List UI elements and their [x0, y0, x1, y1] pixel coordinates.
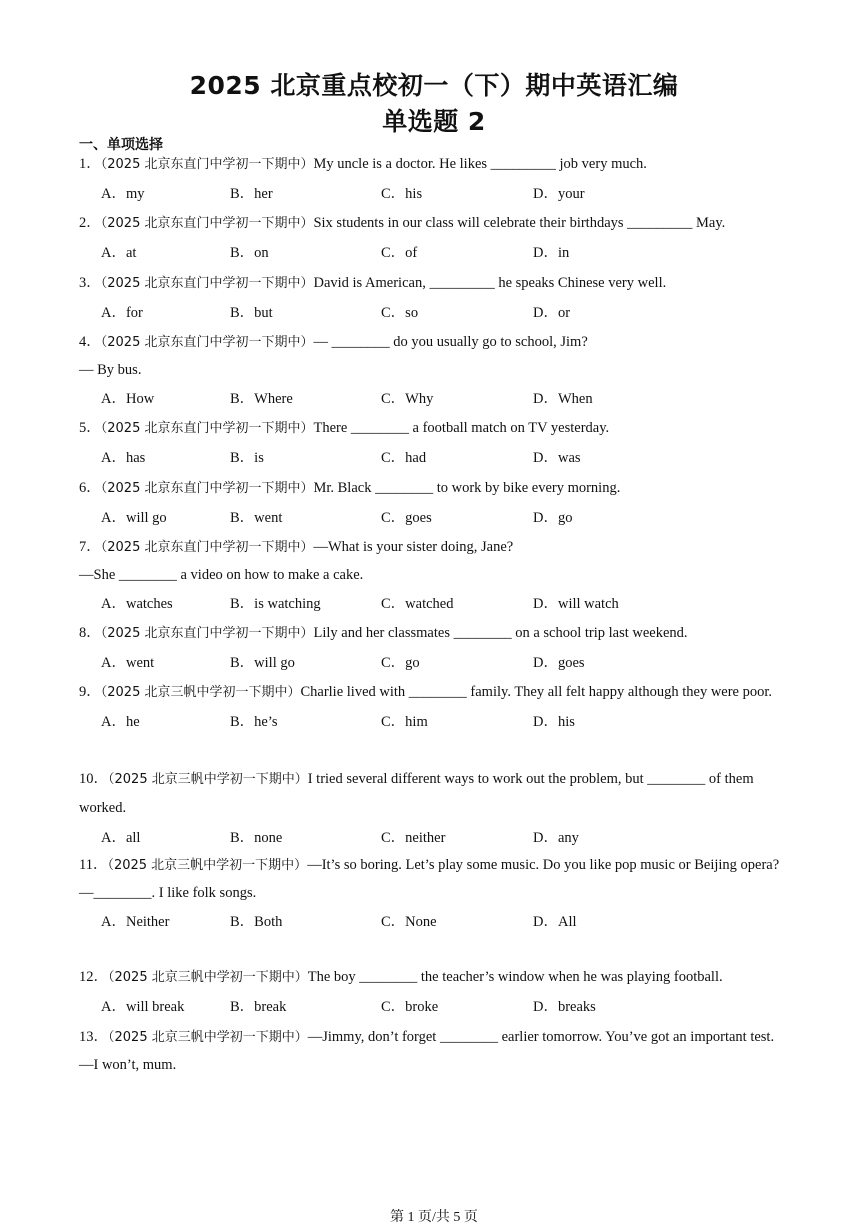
option-b: B．he’s [230, 714, 278, 730]
question-number: 5． [79, 420, 101, 436]
question-11 [79, 851, 793, 937]
answer-options [79, 238, 793, 268]
question-source: （2025 北京三帆中学初一下期中） [108, 970, 308, 985]
question-source: （2025 北京东直门中学初一下期中） [100, 157, 314, 172]
question-stem [79, 1023, 793, 1052]
question-10 [79, 765, 793, 853]
question-text: There ________ a football match on TV yesterday. [313, 420, 610, 436]
answer-options [79, 648, 793, 678]
option-c: C．him [381, 714, 428, 730]
question-8 [79, 619, 793, 678]
option-c: C．so [381, 305, 419, 321]
answer-options [79, 992, 793, 1022]
answer-options [79, 907, 793, 937]
question-source: （2025 北京三帆中学初一下期中） [100, 685, 301, 700]
question-7 [79, 533, 793, 619]
option-c: C．go [381, 655, 420, 671]
option-d: D．any [533, 830, 579, 846]
question-stem [79, 269, 793, 298]
option-d: D．was [533, 450, 581, 466]
question-stem [79, 533, 793, 562]
option-b: B．break [230, 999, 287, 1015]
option-d: D．All [533, 914, 577, 930]
page-title: 2025 北京重点校初一（下）期中英语汇编 [189, 71, 679, 100]
question-text: My uncle is a doctor. He likes _________ job very much. [313, 156, 647, 172]
option-c: C．broke [381, 999, 439, 1015]
question-text: David is American, _________ he speaks Chinese very well. [313, 275, 667, 291]
option-b: B．will go [230, 655, 295, 671]
question-text: —It’s so boring. Let’s play some music. Do you like pop music or Beijing opera? [307, 857, 780, 873]
question-number: 8． [79, 625, 101, 641]
question-source: （2025 北京东直门中学初一下期中） [100, 481, 314, 496]
option-b: B．Where [230, 391, 293, 407]
question-source: （2025 北京三帆中学初一下期中） [108, 1030, 308, 1045]
dialog-line: —________. I like folk songs. [79, 885, 257, 901]
dialog-line: —She ________ a video on how to make a cake. [79, 567, 364, 583]
question-number: 12． [79, 969, 108, 985]
question-source: （2025 北京三帆中学初一下期中） [108, 772, 308, 787]
question-text: — ________ do you usually go to school, Jim? [313, 334, 588, 350]
dialog-line: —I won’t, mum. [79, 1057, 177, 1073]
question-stem [79, 414, 793, 443]
option-a: A．will go [101, 510, 167, 526]
section-heading: 一、单项选择 [79, 137, 163, 153]
question-stem [79, 150, 793, 179]
question-text: I tried several different ways to work out the problem, but ________ of them worked. [79, 771, 754, 816]
question-number: 10． [79, 771, 108, 787]
question-number: 4． [79, 334, 101, 350]
question-text: Charlie lived with ________ family. They all felt happy although they were poor. [300, 684, 773, 700]
option-a: A．for [101, 305, 143, 321]
option-a: A．Neither [101, 914, 170, 930]
question-stem [79, 678, 793, 707]
question-4 [79, 328, 793, 414]
option-b: B．but [230, 305, 273, 321]
option-a: A．my [101, 186, 145, 202]
question-stem [79, 765, 793, 823]
option-d: D．in [533, 245, 570, 261]
option-b: B．is watching [230, 596, 321, 612]
question-source: （2025 北京东直门中学初一下期中） [100, 626, 314, 641]
answer-options [79, 443, 793, 473]
option-b: B．Both [230, 914, 283, 930]
answer-options [79, 179, 793, 209]
answer-options [79, 298, 793, 328]
option-a: A．went [101, 655, 155, 671]
page-footer: 第 1 页/共 5 页 [390, 1210, 478, 1225]
answer-options [79, 503, 793, 533]
option-d: D．breaks [533, 999, 596, 1015]
option-a: A．all [101, 830, 141, 846]
question-13 [79, 1023, 793, 1079]
option-a: A．will break [101, 999, 185, 1015]
question-number: 11． [79, 857, 108, 873]
option-c: C．None [381, 914, 437, 930]
option-c: C．of [381, 245, 418, 261]
option-d: D．goes [533, 655, 585, 671]
question-stem [79, 963, 793, 992]
question-source: （2025 北京三帆中学初一下期中） [107, 858, 308, 873]
question-source: （2025 北京东直门中学初一下期中） [100, 216, 314, 231]
answer-options [79, 589, 793, 619]
question-stem [79, 474, 793, 503]
question-text: Lily and her classmates ________ on a school trip last weekend. [313, 625, 688, 641]
question-stem [79, 619, 793, 648]
option-d: D．will watch [533, 596, 619, 612]
option-c: C．watched [381, 596, 454, 612]
question-number: 2． [79, 215, 101, 231]
option-d: D．go [533, 510, 573, 526]
option-b: B．went [230, 510, 283, 526]
option-d: D．When [533, 391, 593, 407]
question-stem [79, 328, 793, 357]
question-stem [79, 209, 793, 238]
option-a: A．watches [101, 596, 173, 612]
question-text: The boy ________ the teacher’s window when he was playing football. [307, 969, 723, 985]
option-b: B．none [230, 830, 283, 846]
page-subtitle: 单选题 2 [382, 107, 486, 136]
dialog-line: — By bus. [79, 362, 142, 378]
question-text: Mr. Black ________ to work by bike every morning. [313, 480, 621, 496]
option-b: B．is [230, 450, 264, 466]
option-d: D．or [533, 305, 571, 321]
question-source: （2025 北京东直门中学初一下期中） [100, 335, 314, 350]
question-2 [79, 209, 793, 268]
question-source: （2025 北京东直门中学初一下期中） [100, 421, 314, 436]
option-d: D．your [533, 186, 585, 202]
question-source: （2025 北京东直门中学初一下期中） [100, 540, 314, 555]
question-stem [79, 851, 793, 880]
option-b: B．on [230, 245, 269, 261]
question-source: （2025 北京东直门中学初一下期中） [100, 276, 314, 291]
option-c: C．his [381, 186, 423, 202]
question-5 [79, 414, 793, 473]
question-1 [79, 150, 793, 209]
option-c: C．neither [381, 830, 446, 846]
answer-options [79, 384, 793, 414]
option-a: A．has [101, 450, 146, 466]
option-c: C．Why [381, 391, 434, 407]
option-a: A．How [101, 391, 155, 407]
question-3 [79, 269, 793, 328]
option-b: B．her [230, 186, 273, 202]
question-9 [79, 678, 793, 737]
question-number: 7． [79, 539, 101, 555]
answer-options [79, 823, 793, 853]
question-number: 9． [79, 684, 101, 700]
option-a: A．at [101, 245, 137, 261]
question-6 [79, 474, 793, 533]
question-number: 6． [79, 480, 101, 496]
option-c: C．goes [381, 510, 432, 526]
question-number: 1． [79, 156, 101, 172]
question-number: 3． [79, 275, 101, 291]
question-number: 13． [79, 1029, 108, 1045]
question-text: —What is your sister doing, Jane? [313, 539, 514, 555]
question-text: —Jimmy, don’t forget ________ earlier tomorrow. You’ve got an important test. [307, 1029, 775, 1045]
option-d: D．his [533, 714, 575, 730]
question-text: Six students in our class will celebrate their birthdays _________ May. [313, 215, 726, 231]
option-a: A．he [101, 714, 140, 730]
option-c: C．had [381, 450, 427, 466]
answer-options [79, 707, 793, 737]
question-12 [79, 963, 793, 1022]
